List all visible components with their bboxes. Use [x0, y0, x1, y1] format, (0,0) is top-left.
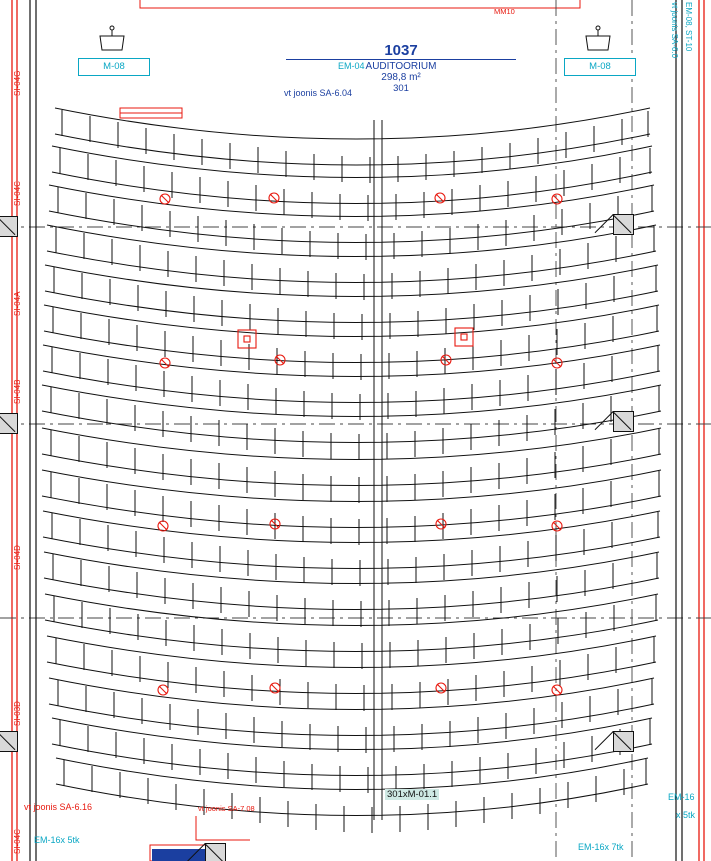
vertical-mark-si-04g: SI-04G: [13, 70, 22, 96]
note-right-em-08-st-10[interactable]: EM-08, ST-10: [684, 2, 693, 52]
room-title-block: [286, 42, 516, 94]
seat-dividers-row-8: [51, 386, 659, 460]
seat-dividers-row-3: [58, 186, 652, 260]
aisle-lines: [374, 120, 382, 820]
vertical-mark-si-04c-2: SI-04C: [13, 829, 22, 854]
seat-dividers-row-1: [62, 110, 648, 183]
seat-dividers-row-4: [56, 226, 654, 300]
seat-dividers-row-14: [56, 637, 654, 711]
column-marker-right-mid: [613, 411, 634, 432]
vertical-mark-si-04b: SI-04B: [13, 379, 22, 404]
seat-dividers-row-11: [52, 512, 658, 586]
label-em-16-5tk-left[interactable]: EM-16x 5tk: [34, 835, 80, 845]
label-em-16-7tk-bottom[interactable]: EM-16x 7tk: [578, 842, 624, 852]
room-drawing-ref[interactable]: vt joonis SA-6.04: [284, 88, 353, 98]
floor-box-symbols: [238, 328, 473, 348]
column-marker-bottom-detail: [205, 843, 226, 861]
red-grid-lines: [12, 0, 704, 861]
seat-dividers-row-10: [51, 471, 659, 545]
equipment-label-m-08-right[interactable]: M-08: [564, 58, 636, 76]
note-right-sa-6-0[interactable]: vt joonis SA-6.0: [670, 2, 679, 59]
label-em-16-right-2[interactable]: x 5tk: [676, 810, 696, 820]
column-marker-right-top: [613, 214, 634, 235]
room-number: 1037: [384, 42, 418, 59]
column-marker-left-bottom: [0, 731, 18, 752]
column-marker-right-bottom: [613, 731, 634, 752]
column-marker-left-top: [0, 216, 18, 237]
room-sub-number: 301: [393, 83, 409, 94]
top-red-detail: [120, 108, 182, 118]
seat-dividers-row-17: [64, 759, 646, 833]
seat-dividers-row-5: [54, 266, 656, 340]
column-marker-left-mid: [0, 413, 18, 434]
seat-dividers-row-12: [53, 553, 657, 627]
label-em-16-right-1[interactable]: EM-16: [668, 792, 695, 802]
note-vt-joonis-sa-6-16[interactable]: vt joonis SA-6.16: [24, 802, 93, 812]
tag-301-m-01-1: 301xM-01.1: [387, 789, 438, 800]
room-area: 298,8 m²: [381, 72, 421, 83]
seat-dividers-row-13: [54, 595, 656, 669]
vertical-mark-si-04c: SI-04C: [13, 181, 22, 206]
seat-dividers-row-7: [52, 346, 658, 420]
seat-dividers-row-9: [51, 429, 659, 503]
equipment-label-m-08-left[interactable]: M-08: [78, 58, 150, 76]
seating-rows: [42, 108, 661, 833]
room-name: AUDITOORIUM: [286, 59, 516, 72]
seat-dividers-row-6: [53, 306, 657, 380]
vertical-mark-si-03d: SI-03D: [13, 701, 22, 726]
vertical-mark-si-04d: SI-04D: [13, 545, 22, 570]
label-mm10: MM10: [494, 7, 515, 16]
seat-dividers-row-15: [58, 679, 652, 753]
equipment-label-em-04[interactable]: EM-04: [338, 61, 365, 71]
note-vt-joonis-sa-7-08[interactable]: vt joonis SA-7.08: [198, 804, 255, 813]
vertical-mark-si-04a: SI-04A: [13, 291, 22, 316]
